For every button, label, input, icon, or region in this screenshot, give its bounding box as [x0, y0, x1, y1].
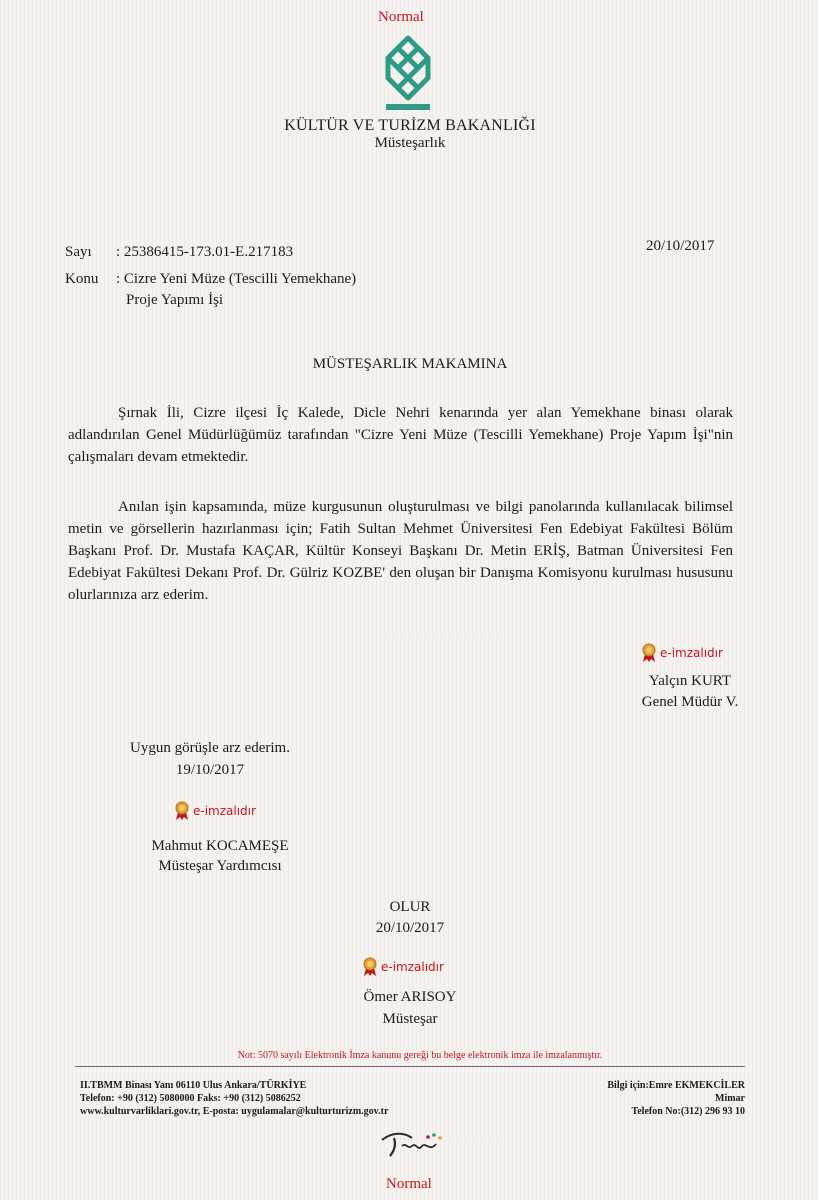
signer-3-name: Ömer ARISOY [363, 989, 457, 1005]
esign-badge-1 [641, 643, 723, 668]
contact-line-2: Mimar [715, 1093, 745, 1104]
body-paragraph-1: Şırnak İli, Cizre ilçesi İç Kalede, Dicle Nehri kenarında yer alan Yemekhane binası olarak adlandırılan Genel Müdürlüğümüz tarafından "Cizre Yeni Müze (Tescilli Yemekhane) Proje Yapım İşi"nin çalışmaları devam etmektedir. [68, 405, 733, 465]
olur-label: OLUR [389, 899, 431, 915]
sayi-label: Sayı [65, 244, 92, 260]
ministry-emblem-icon [382, 34, 434, 114]
esign-badge-3 [362, 957, 444, 982]
rosette-ribbon-icon [641, 643, 657, 663]
legal-note: Not: 5070 sayılı Elektronik İmza kanunu gereği bu belge elektronik imza ile imzalanmıştır. [237, 1050, 603, 1061]
esign-badge-2 [174, 801, 256, 826]
approval-date: 19/10/2017 [175, 762, 245, 778]
olur-date: 20/10/2017 [375, 920, 445, 936]
signer-1-name: Yalçın KURT [648, 673, 732, 689]
address-line-1: II.TBMM Binası Yanı 06110 Ulus Ankara/TÜRKİYE [80, 1080, 307, 1091]
sayi-value: : 25386415-173.01-E.217183 [116, 244, 294, 260]
footer-divider [75, 1066, 745, 1067]
konu-line-1: : Cizre Yeni Müze (Tescilli Yemekhane) [116, 271, 357, 287]
addressee-heading: MÜSTEŞARLIK MAKAMINA [312, 356, 508, 372]
contact-line-3: Telefon No:(312) 296 93 10 [631, 1106, 745, 1117]
signer-2-title: Müsteşar Yardımcısı [158, 858, 282, 874]
body-paragraph-2: Anılan işin kapsamında, müze kurgusunun oluşturulması ve bilgi panolarında kullanılacak bilimsel metin ve görsellerin hazırlanması için; Fatih Sultan Mehmet Üniversitesi Fen Edebiyat Fakültesi Bölüm Başkanı Prof. Dr. Mustafa KAÇAR, Kültür Konseyi Başkanı Dr. Metin ERİŞ, Batman Üniversitesi Fen Edebiyat Fakültesi Dekanı Prof. Dr. Gülriz KOZBE' den oluşan bir Danışma Komisyonu kurulması hususunu olurlarınıza arz ederim. [68, 499, 733, 603]
esign-label-1: e-imzalıdır [660, 646, 723, 660]
rosette-ribbon-icon [362, 957, 378, 977]
konu-label: Konu [65, 271, 99, 287]
esign-label-2: e-imzalıdır [193, 804, 256, 818]
classification-top: Normal [378, 9, 424, 25]
address-line-2: Telefon: +90 (312) 5080000 Faks: +90 (312) 5086252 [80, 1093, 301, 1104]
signer-1-title: Genel Müdür V. [641, 694, 739, 710]
signer-2-name: Mahmut KOCAMEŞE [151, 838, 289, 854]
document-date: 20/10/2017 [646, 238, 715, 254]
approval-text: Uygun görüşle arz ederim. [130, 740, 290, 756]
ministry-name: KÜLTÜR VE TURİZM BAKANLIĞI [284, 117, 536, 134]
contact-line-1: Bilgi için:Emre EKMEKCİLER [607, 1080, 745, 1091]
department-name: Müsteşarlık [374, 135, 446, 151]
address-line-3: www.kulturvarliklari.gov.tr, E-posta: uygulamalar@kulturturizm.gov.tr [80, 1106, 389, 1117]
rosette-ribbon-icon [174, 801, 190, 821]
signer-3-title: Müsteşar [382, 1011, 438, 1027]
classification-bottom: Normal [386, 1176, 432, 1192]
turkiye-brand-logo-icon [378, 1128, 448, 1160]
esign-label-3: e-imzalıdır [381, 960, 444, 974]
konu-line-2: Proje Yapımı İşi [126, 292, 224, 308]
